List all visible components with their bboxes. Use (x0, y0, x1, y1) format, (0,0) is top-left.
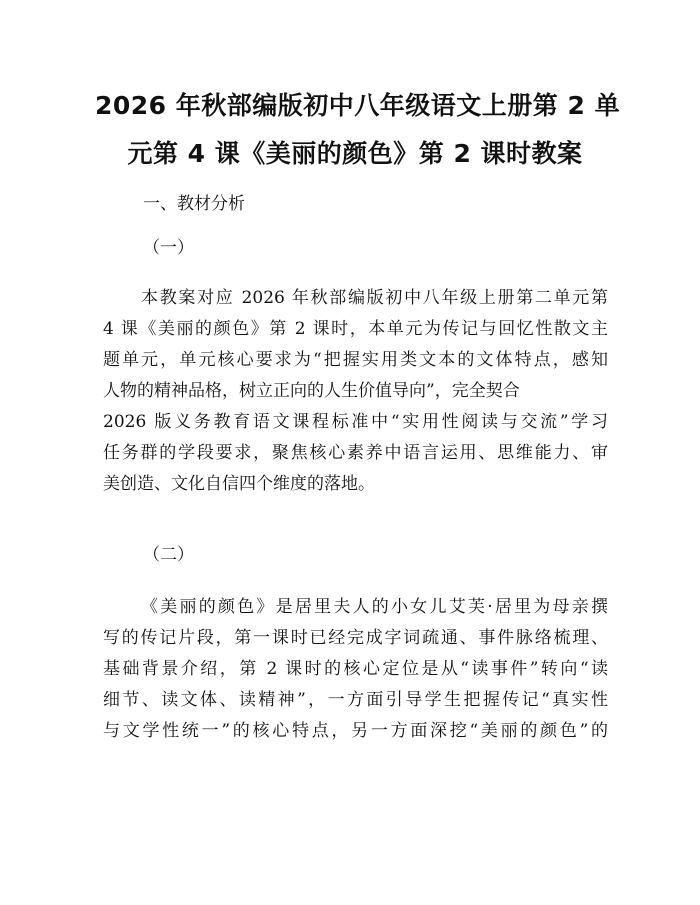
document-title (95, 82, 621, 178)
section-heading: 一、教材分析 (143, 194, 245, 214)
paragraph-line: 美创造、文化自信四个维度的落地。 (103, 474, 375, 494)
paragraph (103, 283, 608, 500)
paragraph-line: 基础背景介绍，第 2 课时的核心定位是从“读事件”转向“读 (103, 659, 608, 679)
sub-heading: （二） (143, 545, 194, 565)
paragraph-line: 任务群的学段要求，聚焦核心素养中语言运用、思维能力、审 (103, 443, 608, 463)
sub-heading: （一） (143, 238, 194, 258)
paragraph-line: 题单元，单元核心要求为“把握实用类文本的文体特点，感知 (103, 350, 608, 370)
paragraph-line: 细节、读文体、读精神”，一方面引导学生把握传记“真实性 (103, 690, 608, 710)
title-line: 2026 年秋部编版初中八年级语文上册第 2 单 (95, 91, 621, 120)
paragraph-line: 人物的精神品格，树立正向的人生价值导向”，完全契合 (103, 381, 520, 401)
paragraph (103, 592, 608, 747)
paragraph-line: 《美丽的颜色》是居里夫人的小女儿艾芙·居里为母亲撰 (141, 597, 608, 617)
paragraph-line: 4 课《美丽的颜色》第 2 课时，本单元为传记与回忆性散文主 (103, 319, 608, 339)
title-line: 元第 4 课《美丽的颜色》第 2 课时教案 (127, 139, 583, 168)
paragraph-line: 与文学性统一”的核心特点，另一方面深挖“美丽的颜色”的 (103, 721, 608, 741)
paragraph-line: 本教案对应 2026 年秋部编版初中八年级上册第二单元第 (141, 288, 608, 308)
paragraph-line: 2026 版义务教育语文课程标准中“实用性阅读与交流”学习 (103, 412, 608, 432)
paragraph-line: 写的传记片段，第一课时已经完成字词疏通、事件脉络梳理、 (103, 628, 608, 648)
